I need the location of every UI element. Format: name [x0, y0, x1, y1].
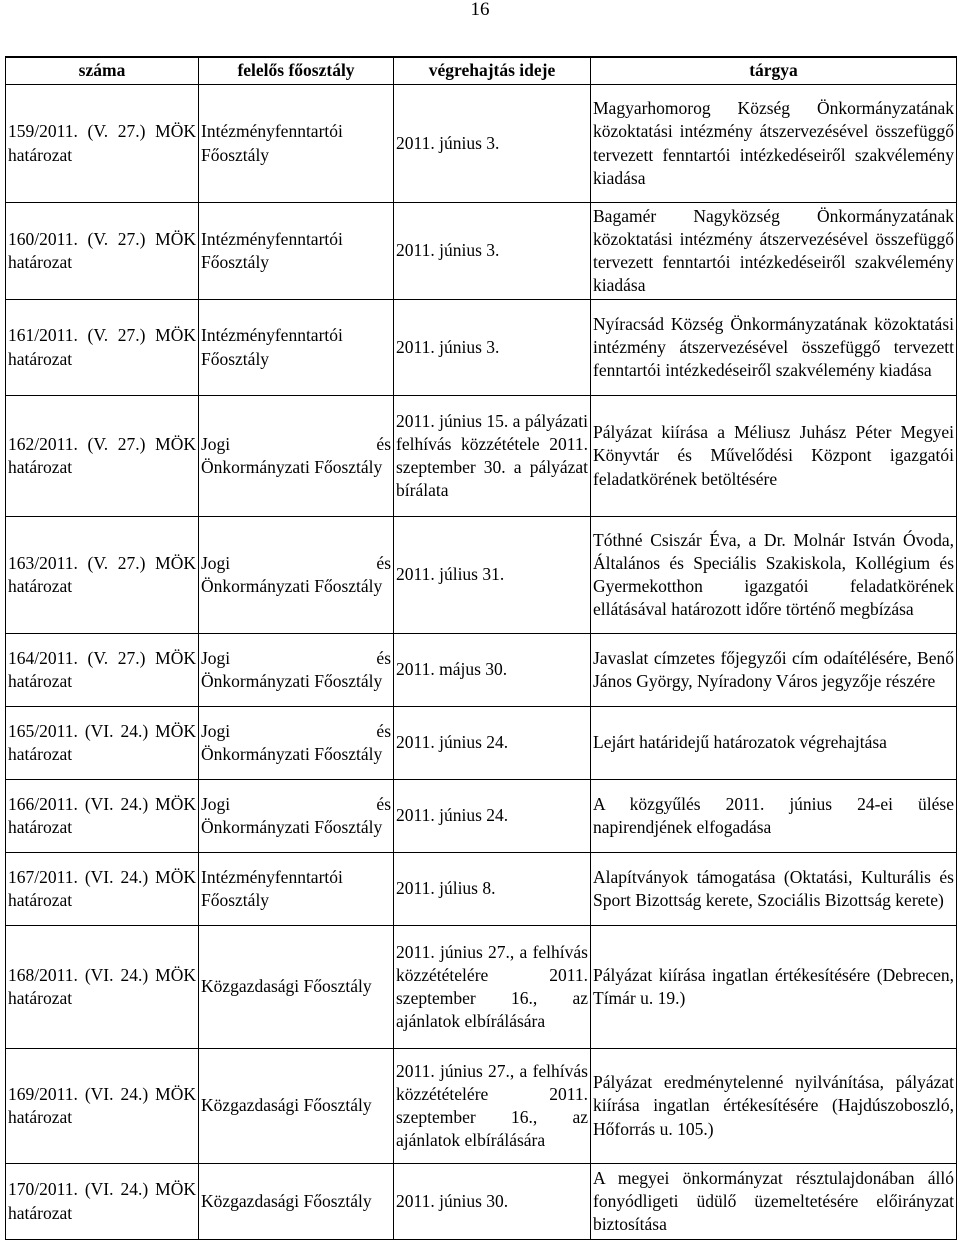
felelos-es: és — [376, 647, 391, 668]
row-targya: A közgyűlés 2011. június 24-ei ülése napirendjének elfogadása — [591, 780, 957, 853]
felelos-jogi: Jogi — [201, 720, 231, 741]
row-szama: 164/2011. (V. 27.) MÖK határozat — [6, 634, 199, 707]
resolutions-table — [5, 56, 957, 1240]
table-row — [6, 85, 957, 203]
row-felelos — [199, 707, 394, 780]
row-felelos: Intézményfenntartói Főosztály — [199, 203, 394, 300]
row-felelos: Közgazdasági Főosztály — [199, 926, 394, 1049]
row-targya: Bagamér Nagyközség Önkormányzatának közoktatási intézmény átszervezésével összefüggő tervezett fenntartói intézkedéseiről szakvélemény kiadása — [591, 203, 957, 300]
row-szama: 162/2011. (V. 27.) MÖK határozat — [6, 396, 199, 517]
row-targya: Magyarhomorog Község Önkormányzatának közoktatási intézmény átszervezésével összefüggő tervezett fenntartói intézkedéseiről szakvélemény kiadása — [591, 85, 957, 203]
table-header-row — [6, 57, 957, 85]
header-felelos: felelős főosztály — [199, 57, 394, 85]
row-hatarido: 2011. június 24. — [394, 707, 591, 780]
table-row — [6, 780, 957, 853]
table-row — [6, 634, 957, 707]
row-szama: 166/2011. (VI. 24.) MÖK határozat — [6, 780, 199, 853]
header-targya: tárgya — [591, 57, 957, 85]
row-hatarido: 2011. május 30. — [394, 634, 591, 707]
row-szama: 167/2011. (VI. 24.) MÖK határozat — [6, 853, 199, 926]
row-hatarido: 2011. június 30. — [394, 1164, 591, 1240]
table-row — [6, 203, 957, 300]
row-hatarido: 2011. június 3. — [394, 85, 591, 203]
table-row — [6, 1164, 957, 1240]
row-targya: Nyíracsád Község Önkormányzatának közoktatási intézmény átszervezésével összefüggő tervezett fenntartói intézkedéseiről szakvélemény kiadása — [591, 300, 957, 396]
table-row — [6, 396, 957, 517]
felelos-rest: Önkormányzati Főosztály — [201, 744, 383, 764]
row-hatarido: 2011. június 27., a felhívás közzétételére 2011. szeptember 16., az ajánlatok elbírálására — [394, 926, 591, 1049]
row-targya: Tóthné Csiszár Éva, a Dr. Molnár István Óvoda, Általános és Speciális Szakiskola, Kollégium és Gyermekotthon igazgatói feladatkörének ellátásával határozott időre történő megbízása — [591, 517, 957, 634]
felelos-es: és — [376, 433, 391, 454]
row-szama: 169/2011. (VI. 24.) MÖK határozat — [6, 1049, 199, 1164]
row-szama: 168/2011. (VI. 24.) MÖK határozat — [6, 926, 199, 1049]
row-hatarido: 2011. július 8. — [394, 853, 591, 926]
row-targya: Pályázat kiírása a Méliusz Juhász Péter Megyei Könyvtár és Művelődési Központ igazgatói feladatkörének betöltésére — [591, 396, 957, 517]
table-row — [6, 707, 957, 780]
felelos-rest: Önkormányzati Főosztály — [201, 817, 383, 837]
row-hatarido: 2011. július 31. — [394, 517, 591, 634]
row-hatarido: 2011. június 27., a felhívás közzétételére 2011. szeptember 16., az ajánlatok elbírálására — [394, 1049, 591, 1164]
row-felelos: Intézményfenntartói Főosztály — [199, 85, 394, 203]
row-targya: Javaslat címzetes főjegyzői cím odaítélésére, Benő János György, Nyíradony Város jegyzője részére — [591, 634, 957, 707]
row-felelos: Közgazdasági Főosztály — [199, 1164, 394, 1240]
felelos-es: és — [376, 720, 391, 741]
row-felelos: Intézményfenntartói Főosztály — [199, 300, 394, 396]
row-hatarido: 2011. június 15. a pályázati felhívás közzététele 2011. szeptember 30. a pályázat bírálata — [394, 396, 591, 517]
row-felelos — [199, 396, 394, 517]
felelos-jogi: Jogi — [201, 647, 231, 668]
row-szama: 160/2011. (V. 27.) MÖK határozat — [6, 203, 199, 300]
felelos-rest: Önkormányzati Főosztály — [201, 671, 383, 691]
row-szama: 170/2011. (VI. 24.) MÖK határozat — [6, 1164, 199, 1240]
felelos-jogi: Jogi — [201, 793, 231, 814]
felelos-es: és — [376, 793, 391, 814]
page-number: 16 — [470, 0, 490, 20]
row-felelos — [199, 780, 394, 853]
table-row — [6, 853, 957, 926]
row-targya: Alapítványok támogatása (Oktatási, Kulturális és Sport Bizottság kerete, Szociális Bizottság kerete) — [591, 853, 957, 926]
row-targya: A megyei önkormányzat résztulajdonában álló fonyódligeti üdülő üzemeltetésére előirányzat biztosítása — [591, 1164, 957, 1240]
row-hatarido: 2011. június 3. — [394, 203, 591, 300]
row-targya: Pályázat kiírása ingatlan értékesítésére (Debrecen, Tímár u. 19.) — [591, 926, 957, 1049]
row-szama: 165/2011. (VI. 24.) MÖK határozat — [6, 707, 199, 780]
header-szama: száma — [6, 57, 199, 85]
felelos-es: és — [376, 552, 391, 573]
row-szama: 163/2011. (V. 27.) MÖK határozat — [6, 517, 199, 634]
table-row — [6, 926, 957, 1049]
felelos-rest: Önkormányzati Főosztály — [201, 576, 383, 596]
felelos-jogi: Jogi — [201, 433, 231, 454]
row-felelos — [199, 517, 394, 634]
row-targya: Lejárt határidejű határozatok végrehajtása — [591, 707, 957, 780]
row-targya: Pályázat eredménytelenné nyilvánítása, pályázat kiírása ingatlan értékesítésére (Hajdúszoboszló, Hőforrás u. 105.) — [591, 1049, 957, 1164]
row-szama: 159/2011. (V. 27.) MÖK határozat — [6, 85, 199, 203]
row-szama: 161/2011. (V. 27.) MÖK határozat — [6, 300, 199, 396]
table-row — [6, 1049, 957, 1164]
table-row — [6, 300, 957, 396]
row-felelos: Intézményfenntartói Főosztály — [199, 853, 394, 926]
row-hatarido: 2011. június 3. — [394, 300, 591, 396]
felelos-rest: Önkormányzati Főosztály — [201, 457, 383, 477]
table-row — [6, 517, 957, 634]
row-felelos: Közgazdasági Főosztály — [199, 1049, 394, 1164]
row-hatarido: 2011. június 24. — [394, 780, 591, 853]
header-hatarido: végrehajtás ideje — [394, 57, 591, 85]
row-felelos — [199, 634, 394, 707]
felelos-jogi: Jogi — [201, 552, 231, 573]
